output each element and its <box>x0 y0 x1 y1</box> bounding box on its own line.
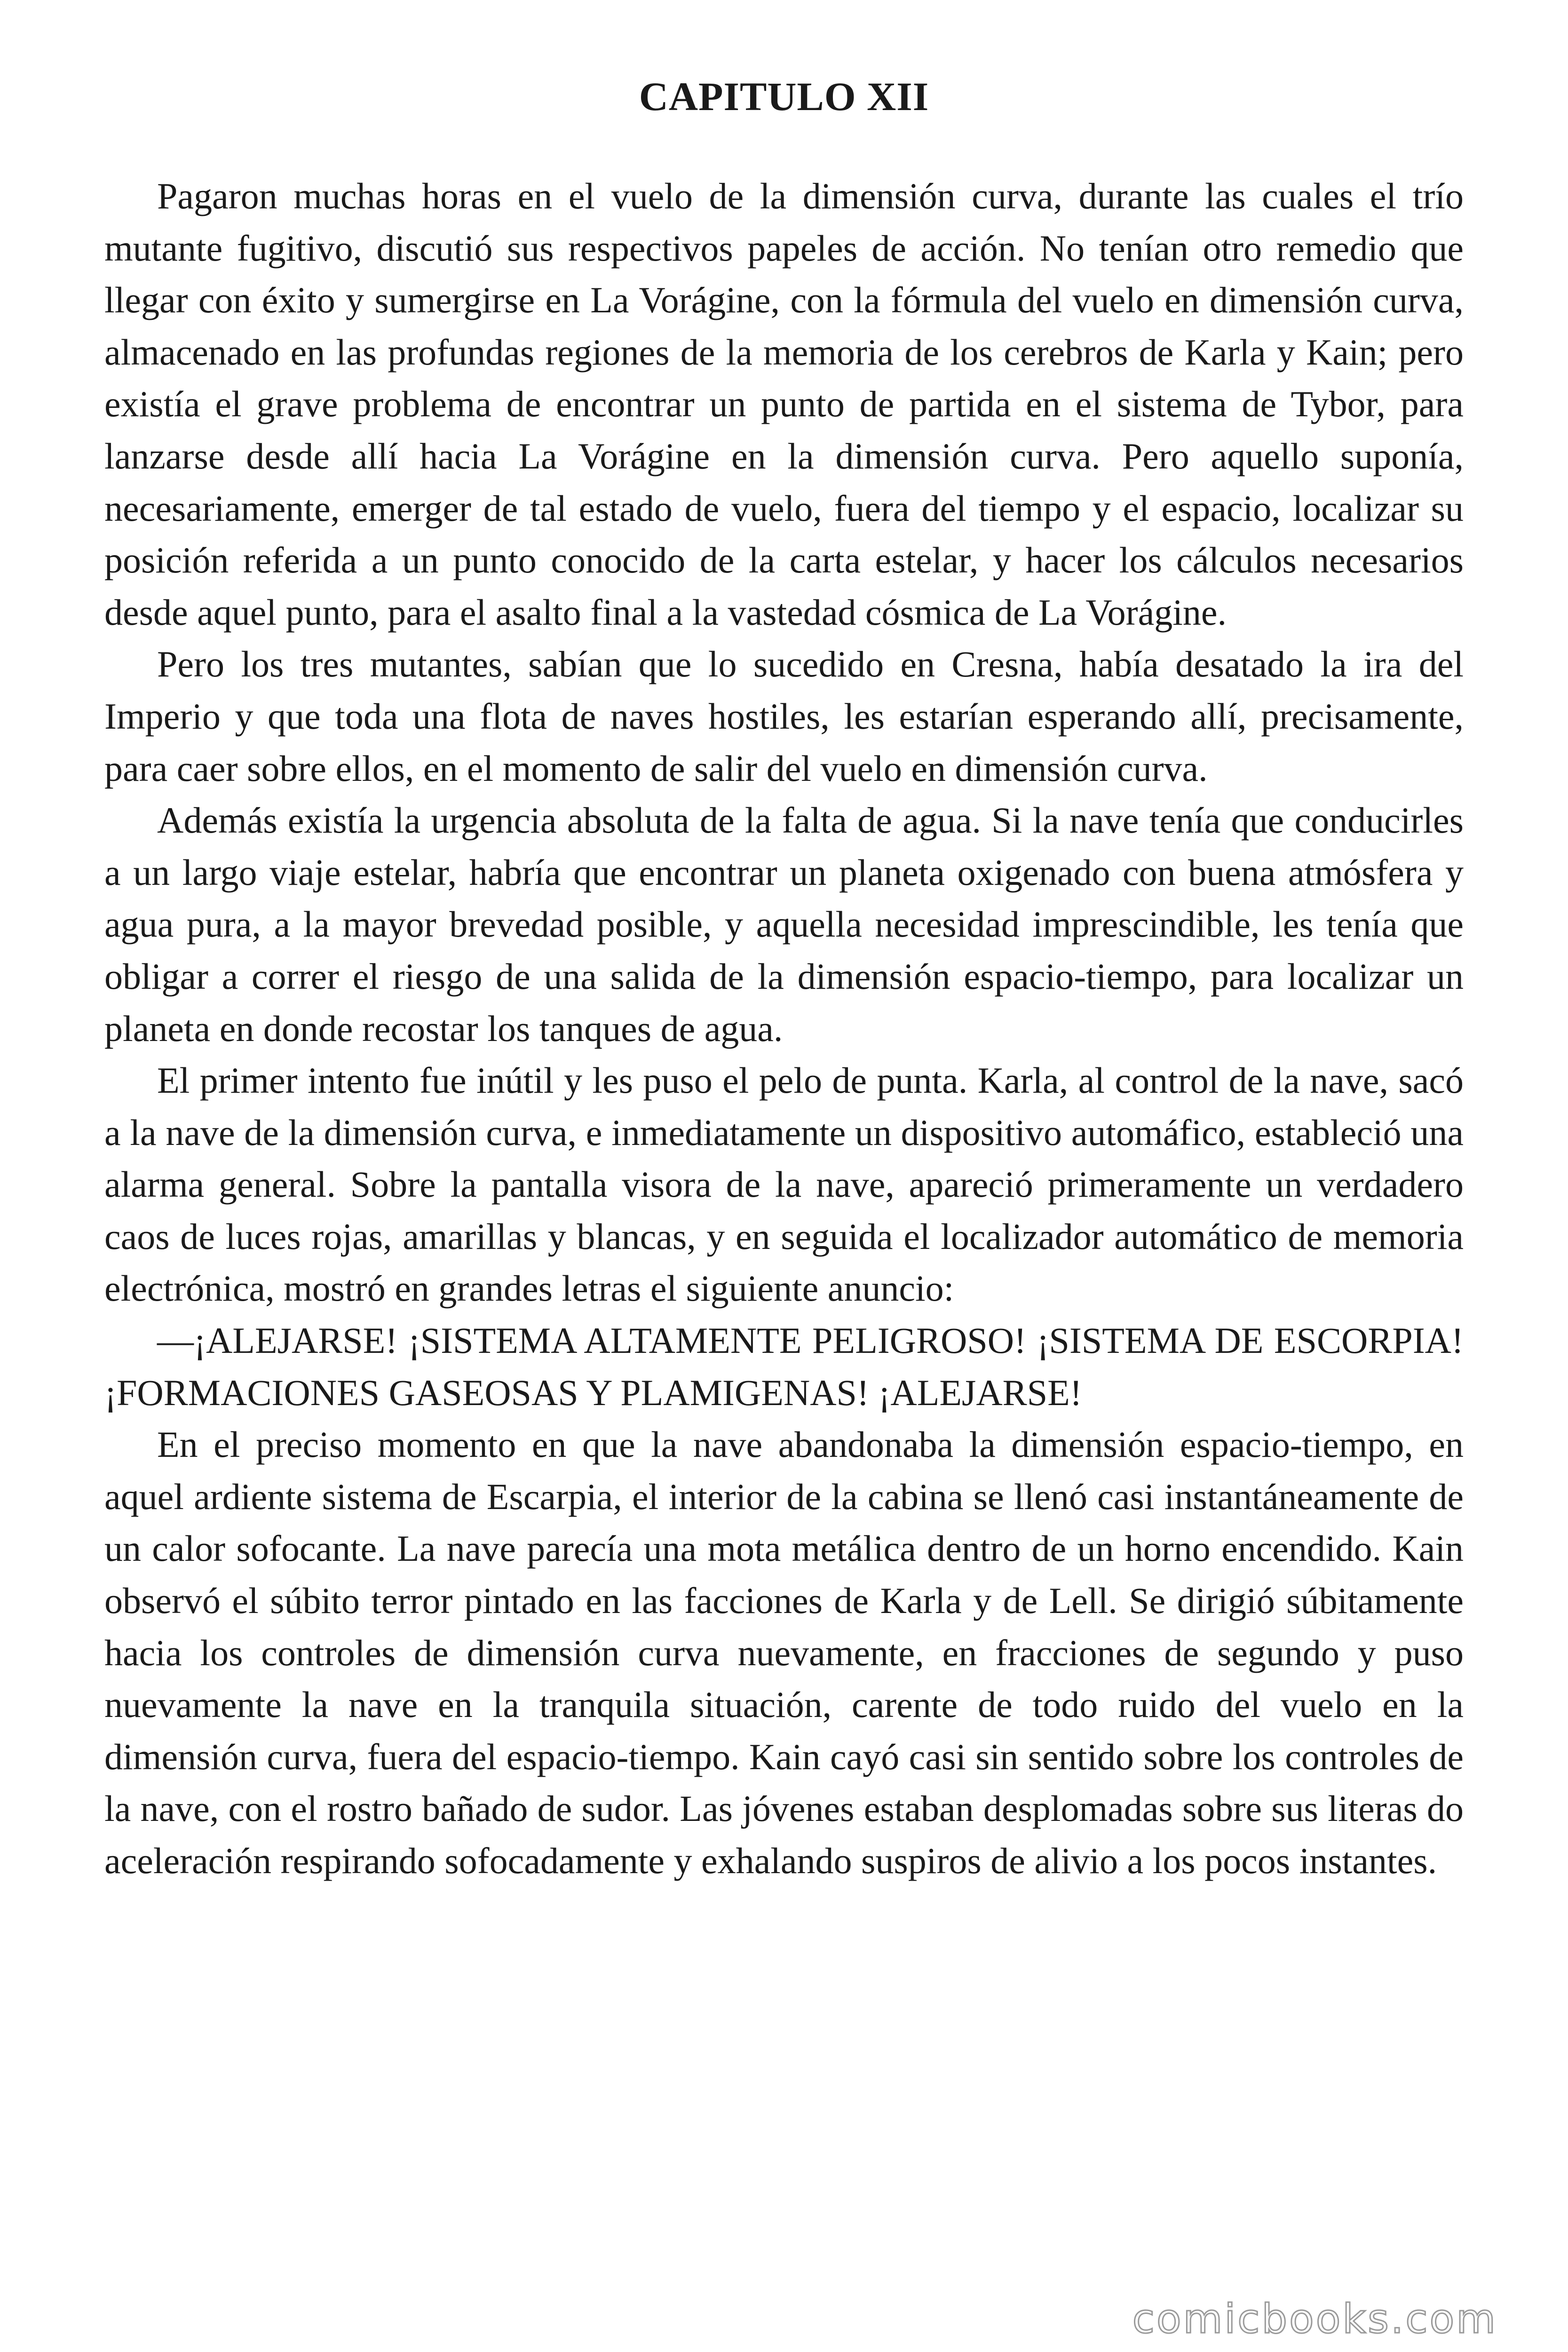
paragraph-alarm-message: —¡ALEJARSE! ¡SISTEMA ALTAMENTE PELIGROSO! ¡SISTEMA DE ESCORPIA! ¡FORMACIONES GASEOSAS Y PLAMIGENAS! ¡ALEJARSE! <box>104 1320 1464 1413</box>
watermark: comicbooks.com <box>1132 2296 1497 2343</box>
paragraph: Pero los tres mutantes, sabían que lo sucedido en Cresna, había desatado la ira del Imperio y que toda una flota de naves hostiles, les estarían esperando allí, precisamente, para caer sobre ellos, en el momento de salir del vuelo en dimensión curva. <box>104 644 1464 789</box>
chapter-body <box>104 170 1464 1887</box>
paragraph: Además existía la urgencia absoluta de la falta de agua. Si la nave tenía que conducirles a un largo viaje estelar, habría que encontrar un planeta oxigenado con buena atmósfera y agua pura, a la mayor brevedad posible, y aquella necesidad imprescindible, les tenía que obligar a correr el riesgo de una salida de la dimensión espacio-tiempo, para localizar un planeta en donde recostar los tanques de agua. <box>104 800 1464 1049</box>
paragraph: Pagaron muchas horas en el vuelo de la dimensión curva, durante las cuales el trío mutante fugitivo, discutió sus respectivos papeles de acción. No tenían otro remedio que llegar con éxito y sumergirse en La Vorágine, con la fórmula del vuelo en dimensión curva, almacenado en las profundas regiones de la memoria de los cerebros de Karla y Kain; pero existía el grave problema de encontrar un punto de partida en el sistema de Tybor, para lanzarse desde allí hacia La Vorágine en la dimensión curva. Pero aquello suponía, necesariamente, emerger de tal estado de vuelo, fuera del tiempo y el espacio, localizar su posición referida a un punto conocido de la carta estelar, y hacer los cálculos necesarios desde aquel punto, para el asalto final a la vastedad cósmica de La Vorágine. <box>104 175 1464 633</box>
chapter-title: CAPITULO XII <box>639 74 929 119</box>
paragraph: El primer intento fue inútil y les puso el pelo de punta. Karla, al control de la nave, sacó a la nave de la dimensión curva, e inmediatamente un dispositivo automáfico, estableció una alarma general. Sobre la pantalla visora de la nave, apareció primeramente un verdadero caos de luces rojas, amarillas y blancas, y en seguida el localizador automático de memoria electrónica, mostró en grandes letras el siguiente anuncio: <box>104 1060 1464 1309</box>
paragraph: En el preciso momento en que la nave abandonaba la dimensión espacio-tiempo, en aquel ardiente sistema de Escarpia, el interior de la cabina se llenó casi instantáneamente de un calor sofocante. La nave parecía una mota metálica dentro de un horno encendido. Kain observó el súbito terror pintado en las facciones de Karla y de Lell. Se dirigió súbitamente hacia los controles de dimensión curva nuevamente, en fracciones de segundo y puso nuevamente la nave en la tranquila situación, carente de todo ruido del vuelo en la dimensión curva, fuera del espacio-tiempo. Kain cayó casi sin sentido sobre los controles de la nave, con el rostro bañado de sudor. Las jóvenes estaban desplomadas sobre sus literas do aceleración respirando sofocadamente y exhalando suspiros de alivio a los pocos instantes. <box>104 1424 1464 1881</box>
